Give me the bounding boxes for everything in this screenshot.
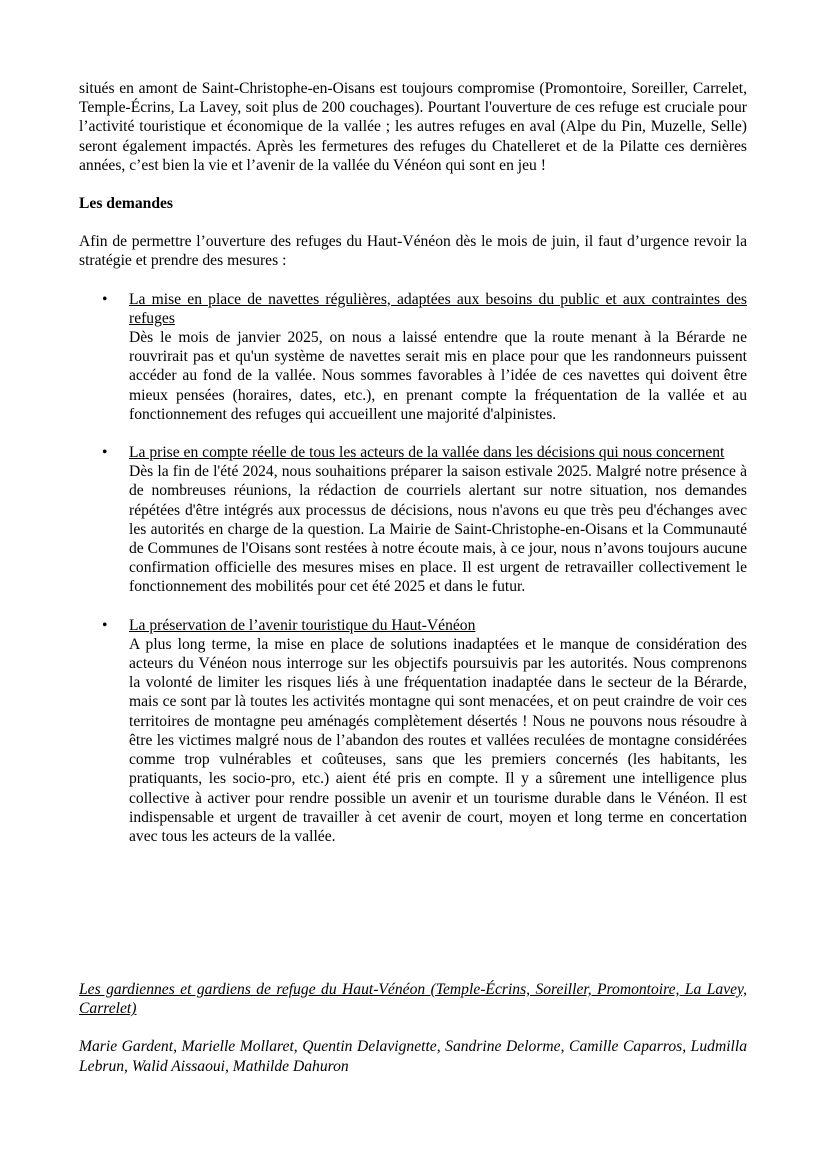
signature-names: Marie Gardent, Marielle Mollaret, Quentin Delavignette, Sandrine Delorme, Camille Caparros, Ludmilla Lebrun, Walid Aissaoui, Mathilde Dahuron [79, 1038, 747, 1075]
section-heading: Les demandes [79, 195, 174, 213]
bullet-icon: • [102, 616, 108, 634]
demand-title: La prise en compte réelle de tous les acteurs de la vallée dans les décisions qui nous concernent [129, 444, 725, 462]
bullet-icon: • [102, 444, 108, 462]
demand-title: La préservation de l’avenir touristique du Haut-Vénéon [129, 616, 476, 634]
intro-paragraph: situés en amont de Saint-Christophe-en-Oisans est toujours compromise (Promontoire, Soreiller, Carrelet, Temple-Écrins, La Lavey, soit plus de 200 couchages). Pourtant l'ouverture de ces refuge est cruciale pour l’activité touristique et économique de la vallée ; les autres refuges en aval (Alpe du Pin, Muzelle, Selle) seront également impactés. Après les fermetures des refuges du Chatelleret et de la Pilatte ces dernières années, c’est bien la vie et l’avenir de la vallée du Vénéon qui sont en jeu ! [79, 80, 747, 174]
demand-body: Dès le mois de janvier 2025, on nous a laissé entendre que la route menant à la Bérarde ne rouvrirait pas et qu'un système de navettes serait mis en place pour que les randonneurs puissent accéder au fond de la vallée. Nous sommes favorables à l’idée de ces navettes qui doivent être mieux pensées (horaires, dates, etc.), en prenant compte la fréquentation de la vallée et au fonctionnement des refuges qui accueillent une majorité d'alpinistes. [129, 329, 747, 423]
demands-list [79, 290, 747, 846]
demand-body: A plus long terme, la mise en place de solutions inadaptées et le manque de considération des acteurs du Vénéon nous interroge sur les objectifs poursuivis par les autorités. Nous comprenons la volonté de limiter les risques liés à une fréquentation inadaptée dans le secteur de la Bérarde, mais ce sont par là toutes les activités montagne qui sont menacées, et on peut craindre de voir ces territoires de montagne peu aménagés complètement désertés ! Nous ne pouvons nous résoudre à être les victimes malgré nous de l’abandon des routes et vallées reculées de montagne considérées comme trop vulnérables et coûteuses, sans que les premiers concernés (les habitants, les pratiquants, les socio-pro, etc.) aient été pris en compte. Il y a sûrement une intelligence plus collective à activer pour rendre possible un avenir et un tourisme durable dans le Vénéon. Il est indispensable et urgent de travailler à cet avenir de court, moyen et long terme en concertation avec tous les acteurs de la vallée. [129, 635, 747, 845]
lead-paragraph: Afin de permettre l’ouverture des refuges du Haut-Vénéon dès le mois de juin, il faut d’urgence revoir la stratégie et prendre des mesures : [79, 233, 747, 270]
document-page [79, 79, 747, 865]
signature-block [79, 980, 747, 1076]
bullet-icon: • [102, 290, 108, 308]
demand-body: Dès la fin de l'été 2024, nous souhaitions préparer la saison estivale 2025. Malgré notre présence à de nombreuses réunions, la rédaction de courriels alertant sur notre situation, nos demandes répétées d'être intégrés aux processus de décisions, nous n'avons eu que très peu d'échanges avec les autorités en charge de la question. La Mairie de Saint-Christophe-en-Oisans et la Communauté de Communes de l'Oisans sont restées à notre écoute mais, à ce jour, nous n’avons toujours aucune confirmation officielle des mesures mises en place. Il est urgent de retravailler collectivement le fonctionnement des mobilités pour cet été 2025 et dans le futur. [129, 463, 747, 596]
demand-title: La mise en place de navettes régulières, adaptées aux besoins du public et aux contraintes des refuges [129, 290, 747, 327]
demand-item-navettes [79, 290, 747, 424]
demand-item-avenir [79, 616, 747, 846]
signature-group: Les gardiennes et gardiens de refuge du Haut-Vénéon (Temple-Écrins, Soreiller, Promontoire, La Lavey, Carrelet) [79, 981, 747, 1018]
demand-item-acteurs [79, 443, 747, 597]
